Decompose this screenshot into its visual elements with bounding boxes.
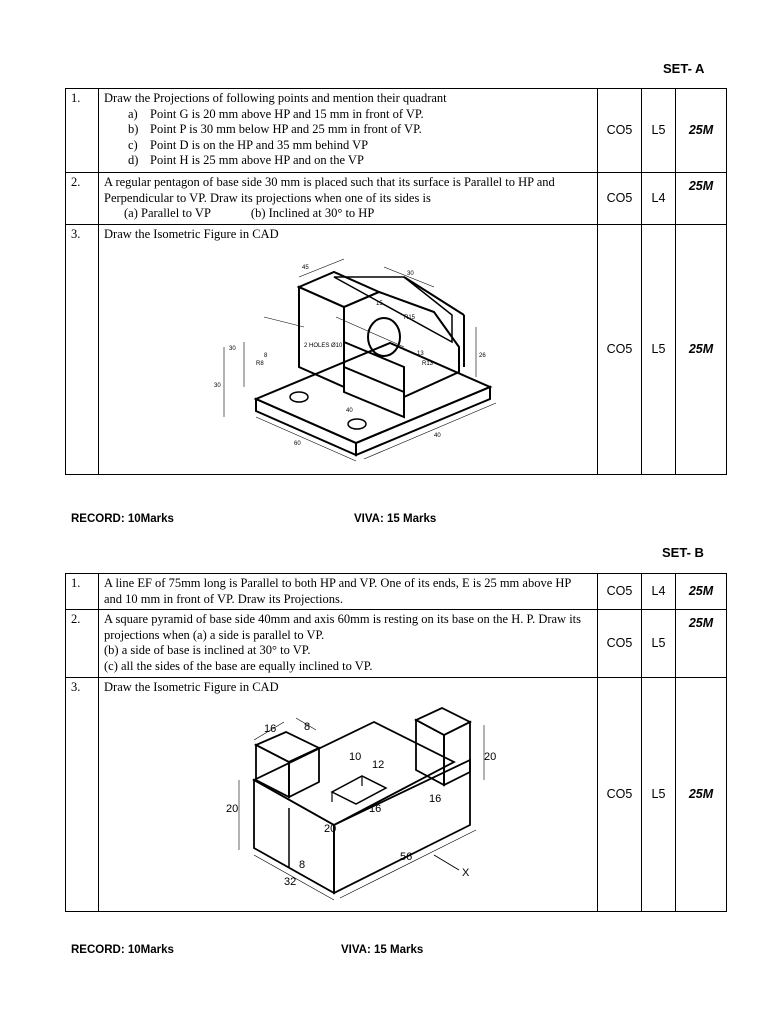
right-upright-top xyxy=(416,708,470,735)
marks: 25M xyxy=(676,173,727,225)
question-text xyxy=(99,173,598,225)
table-row xyxy=(66,610,727,678)
marks: 25M xyxy=(676,610,727,678)
dim-label: X xyxy=(462,866,470,879)
marks: 25M xyxy=(676,574,727,610)
dim-label: 30 xyxy=(229,345,236,352)
base-side-face xyxy=(356,387,490,455)
dim-label: 10 xyxy=(349,750,362,763)
sub-item: b) Point P is 30 mm below HP and 25 mm in front of VP. xyxy=(128,122,422,136)
upright-edge xyxy=(334,277,452,342)
dim-label: 16 xyxy=(369,802,382,815)
question-text xyxy=(99,89,598,173)
question-text xyxy=(99,610,598,678)
viva-marks: VIVA: 15 Marks xyxy=(341,944,424,956)
question-number: 2. xyxy=(66,610,99,678)
record-marks: RECORD: 10Marks xyxy=(71,944,174,956)
course-outcome: CO5 xyxy=(598,173,642,225)
square-hole xyxy=(332,776,386,804)
dim-label: 26 xyxy=(479,352,486,359)
question-body: A square pyramid of base side 40mm and axis 60mm is resting on its base on the H. P. Draw its projections when (a) a side is parallel to VP. xyxy=(104,612,582,642)
question-body: A regular pentagon of base side 30 mm is placed such that its surface is Parallel to HP and Perpendicular to VP. Draw its projections when one of its sides is xyxy=(104,175,555,205)
isometric-figure-b xyxy=(104,700,590,905)
course-outcome: CO5 xyxy=(598,678,642,912)
dim-label: 15 xyxy=(376,300,383,307)
question-body: Draw the Isometric Figure in CAD xyxy=(104,227,279,241)
dim-label: 30 xyxy=(214,382,221,389)
set-a-label: SET- A xyxy=(663,61,705,76)
dim-label: 20 xyxy=(226,802,239,815)
dim-label: 32 xyxy=(284,875,297,888)
question-line: (b) a side of base is inclined at 30° to VP. xyxy=(104,643,311,657)
question-text: A line EF of 75mm long is Parallel to both HP and VP. One of its ends, E is 25 mm above HP and 10 mm in front of VP. Draw its Projections. xyxy=(99,574,598,610)
question-body: Draw the Isometric Figure in CAD xyxy=(104,680,279,694)
dim-label: 8 xyxy=(299,858,306,871)
table-row xyxy=(66,89,727,173)
hole-2 xyxy=(348,419,366,429)
course-outcome: CO5 xyxy=(598,89,642,173)
course-outcome: CO5 xyxy=(598,574,642,610)
step-front xyxy=(344,367,404,417)
question-options: (a) Parallel to VP (b) Inclined at 30° to HP xyxy=(124,206,375,220)
table-row xyxy=(66,574,727,610)
level: L4 xyxy=(642,173,676,225)
table-row xyxy=(66,678,727,912)
level: L5 xyxy=(642,89,676,173)
dim-label: 16 xyxy=(429,792,442,805)
dim-label: R13 xyxy=(422,360,434,367)
table-row xyxy=(66,225,727,475)
question-number: 3. xyxy=(66,225,99,475)
question-number: 1. xyxy=(66,574,99,610)
question-number: 3. xyxy=(66,678,99,912)
sub-item: a) Point G is 20 mm above HP and 15 mm in front of VP. xyxy=(128,106,424,121)
course-outcome: CO5 xyxy=(598,610,642,678)
question-text xyxy=(99,678,598,912)
question-line: (c) all the sides of the base are equally inclined to VP. xyxy=(104,658,373,673)
dim-label: 60 xyxy=(294,440,301,447)
viva-marks: VIVA: 15 Marks xyxy=(354,513,437,525)
level: L4 xyxy=(642,574,676,610)
question-intro: Draw the Projections of following points and mention their quadrant xyxy=(104,91,447,105)
large-hole xyxy=(368,318,400,356)
marks: 25M xyxy=(676,89,727,173)
dim-label: 13 xyxy=(417,350,424,357)
right-upright-side xyxy=(444,722,470,785)
dim-label: 40 xyxy=(346,407,353,414)
dim-label: 56 xyxy=(400,850,413,863)
dim-label: 8 xyxy=(304,720,311,733)
sub-item: d) Point H is 25 mm above HP and on the VP xyxy=(128,153,364,167)
left-upright-side xyxy=(289,748,319,797)
base-front-face xyxy=(256,399,356,455)
marks: 25M xyxy=(676,678,727,912)
dim-label: 30 xyxy=(407,270,414,277)
level: L5 xyxy=(642,610,676,678)
set-b-label: SET- B xyxy=(662,545,704,560)
hole-1 xyxy=(290,392,308,402)
record-marks: RECORD: 10Marks xyxy=(71,513,174,525)
level: L5 xyxy=(642,225,676,475)
marks: 25M xyxy=(676,225,727,475)
dim-label: R8 xyxy=(256,360,264,367)
table-row xyxy=(66,173,727,225)
sub-item: c) Point D is on the HP and 35 mm behind VP xyxy=(128,137,369,152)
dim-label: 16 xyxy=(264,722,277,735)
base-top-face xyxy=(256,343,490,443)
dim-label: 20 xyxy=(484,750,497,763)
dim-label: 40 xyxy=(434,432,441,439)
dim-label: 8 xyxy=(264,352,268,359)
set-b-table xyxy=(65,573,727,912)
isometric-figure-a xyxy=(104,247,590,469)
dim-label: 20 xyxy=(324,822,337,835)
left-upright-top xyxy=(256,732,319,762)
dim-label: 2 HOLES Ø10 xyxy=(304,342,343,349)
course-outcome: CO5 xyxy=(598,225,642,475)
dim-label: R15 xyxy=(404,314,416,321)
level: L5 xyxy=(642,678,676,912)
question-text xyxy=(99,225,598,475)
set-a-table xyxy=(65,88,727,475)
dim-label: 12 xyxy=(372,758,385,771)
question-number: 1. xyxy=(66,89,99,173)
dim-label: 45 xyxy=(302,264,309,271)
question-number: 2. xyxy=(66,173,99,225)
